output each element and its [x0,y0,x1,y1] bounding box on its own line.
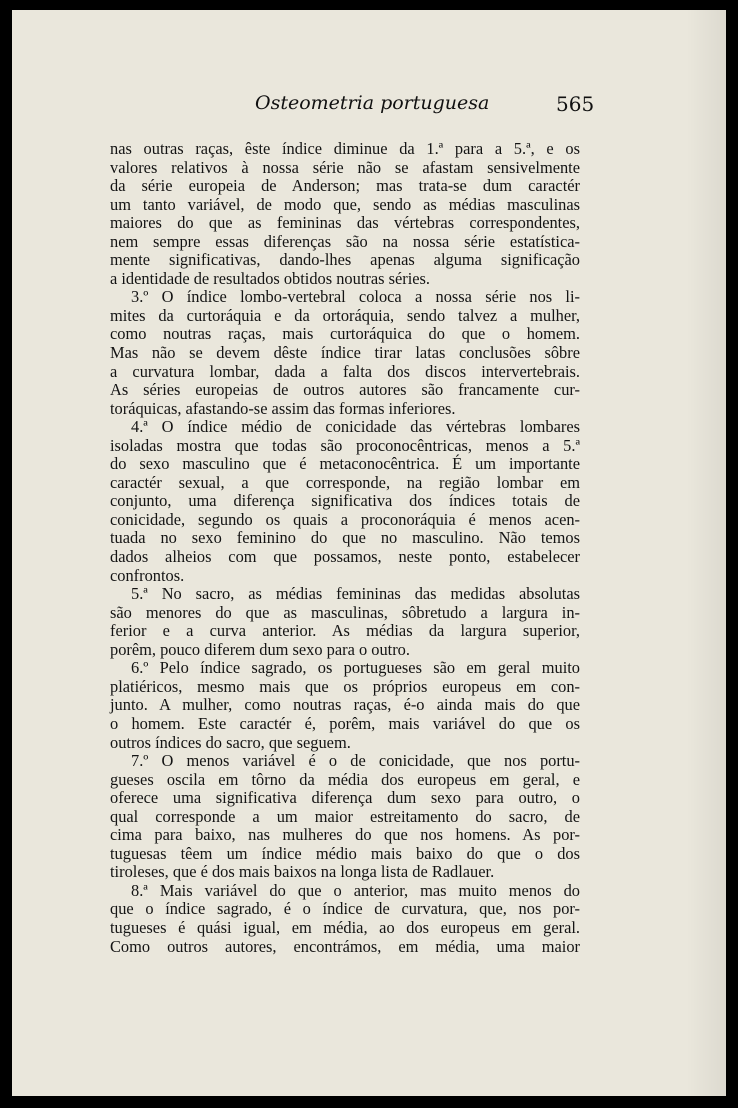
text-line: cima para baixo, nas mulheres do que nos homens. As por- [110,825,580,845]
text-line: o homem. Este caractér é, porêm, mais variável do que os [110,713,580,733]
text-line: um tanto variável, de modo que, sendo as médias masculinas [110,194,580,214]
text-line: são menores do que as masculinas, sôbretudo a largura in- [110,602,580,622]
text-line: gueses oscila em tôrno da média dos europeus em geral, e [110,769,580,789]
text-line: conicidade, segundo os quais a proconoráquia é menos acen- [110,509,580,529]
text-line: a identidade de resultados obtidos noutras séries. [110,268,430,288]
text-line: qual corresponde a um maior estreitamento do sacro, de [110,806,580,826]
text-line: outros índices do sacro, que seguem. [110,732,351,752]
text-line: mente significativas, dando-lhes apenas alguma significação [110,250,580,270]
text-line: como noutras raças, mais curtoráquica do que o homem. [110,324,580,344]
text-line: tuada no sexo feminino do que no masculino. Não temos [110,528,580,548]
text-line: 5.ª No sacro, as médias femininas das medidas absolutas [131,584,580,604]
text-line: conjunto, uma diferença significativa dos índices totais de [110,491,580,511]
text-line: da série europeia de Anderson; mas trata-se dum caractér [110,176,580,196]
text-line: Mas não se devem dêste índice tirar latas conclusões sôbre [110,343,580,363]
text-line: do sexo masculino que é metaconocêntrica. É um importante [110,454,580,474]
text-line: nem sempre essas diferenças são na nossa série estatística- [110,231,580,251]
text-line: que o índice sagrado, é o índice de curvatura, que, nos por- [110,899,580,919]
text-line: confrontos. [110,565,185,585]
text-line: 3.º O índice lombo-vertebral coloca a nossa série nos li- [131,287,580,307]
text-line: nas outras raças, êste índice diminue da 1.ª para a 5.ª, e os [110,139,580,158]
text-line: porêm, pouco diferem dum sexo para o outro. [110,639,410,659]
text-line: tugueses é quási igual, em média, ao dos europeus em geral. [110,917,580,937]
page-number: 565 [556,92,595,116]
text-line: junto. A mulher, como noutras raças, é-o ainda mais do que [110,695,580,715]
text-line: caractér sexual, a que corresponde, na região lombar em [110,472,580,492]
running-title: Osteometria portuguesa [255,92,490,114]
text-line: oferece uma significativa diferença dum sexo para outro, o [110,788,580,808]
page-header [12,92,726,118]
text-line: maiores do que as femininas das vértebras correspondentes, [110,213,580,233]
page-edge-shading [686,10,726,1096]
text-line: mites da curtoráquia e da ortoráquia, sendo talvez a mulher, [110,305,580,325]
text-line: valores relativos à nossa série não se afastam sensivelmente [110,157,580,177]
text-line: toráquicas, afastando-se assim das formas inferiores. [110,398,456,418]
body-text [110,140,580,956]
text-line: ferior e a curva anterior. As médias da largura superior, [110,621,580,641]
text-line: As séries europeias de outros autores são francamente cur- [110,380,580,400]
text-line: 4.ª O índice médio de conicidade das vértebras lombares [131,417,580,437]
text-line: 8.ª Mais variável do que o anterior, mas muito menos do [131,880,580,900]
text-line: platiéricos, mesmo mais que os próprios europeus em con- [110,676,580,696]
text-line: 7.º O menos variável é o de conicidade, que nos portu- [131,751,580,771]
text-line: tuguesas têem um índice médio mais baixo do que o dos [110,843,580,863]
text-line: dados alheios com que possamos, neste ponto, estabelecer [110,547,580,567]
text-line: tiroleses, que é dos mais baixos na longa lista de Radlauer. [110,862,495,882]
text-line: 6.º Pelo índice sagrado, os portugueses são em geral muito [131,658,580,678]
book-page [12,10,726,1096]
text-line: isoladas mostra que todas são proconocêntricas, menos a 5.ª [110,435,580,455]
text-line: Como outros autores, encontrámos, em média, uma maior [110,936,580,956]
text-line: a curvatura lombar, dada a falta dos discos intervertebrais. [110,361,580,381]
